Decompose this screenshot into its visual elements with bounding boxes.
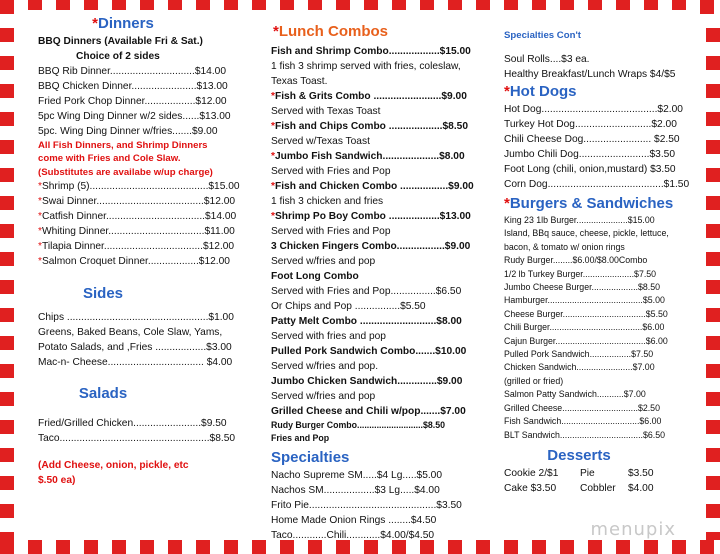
desserts-heading: Desserts [547,446,611,464]
burger-item: King 23 1lb Burger.....................$15.00 [504,215,655,225]
salads-note-2: $.50 ea) [38,475,76,487]
specialties-items [271,468,471,543]
menu-sheet [24,10,696,541]
column-middle [271,22,474,543]
dessert-cobbler: Cobbler [580,482,616,494]
salads-item: Fried/Grilled Chicken........................$9.50 [38,418,227,430]
lunch-item-text: Or Chips and Pop ................$5.50 [271,301,426,312]
dinner-item [38,109,248,124]
hotdog-item: Foot Long (chili, onion,mustard) $3.50 [504,164,676,175]
fish-note-1: All Fish Dinners, and Shrimp Dinners [38,140,208,151]
burger-item: bacon, & tomato w/ onion rings [504,241,625,252]
sides-item: Greens, Baked Beans, Cole Slaw, Yams, [38,327,223,339]
lunch-item-text: Texas Toast. [271,76,328,87]
sides-item: Mac-n- Cheese.................................. $4.00 [38,357,233,369]
dinner-item-text: BBQ Rib Dinner..............................$14.00 [38,66,226,77]
lunch-item-text: Jumbo Chicken Sandwich..............$9.00 [271,376,463,387]
lunch-item [271,179,474,194]
hotdog-item: Hot Dog.........................................$2.00 [504,104,683,115]
lunch-item-text: Jumbo Fish Sandwich....................$8.00 [274,151,465,162]
desserts-row-2 [504,481,684,496]
star-mark: * [271,151,275,162]
lunch-item [271,359,471,374]
hotdog-items [504,102,690,192]
dinner-item [38,94,248,109]
lunch-item [271,239,471,254]
specialties-cont-heading: Specialties Con't [504,30,581,41]
lunch-item-text: Fish and Chicken Combo .................$9.00 [274,181,474,192]
burger-item: Chili Burger......................................$6.00 [504,322,665,333]
lunch-item [271,194,471,209]
lunch-item [271,149,471,164]
dinner-items [38,64,248,139]
star-mark: * [271,91,275,102]
lunch-item-text: Served w/fries and pop. [271,361,379,372]
star-mark: * [271,121,275,132]
column-right [504,28,690,496]
lunch-item [271,344,471,359]
lunch-item [271,164,471,179]
fish-note-2: come with Fries and Cole Slaw. [38,153,181,165]
fish-dinner-item [38,179,248,194]
salads-note-1: (Add Cheese, onion, pickle, etc [38,460,189,472]
specialties-heading: Specialties [271,448,350,466]
dinner-item-text: Fried Pork Chop Dinner..................$12.00 [38,96,227,107]
lunch-item [271,284,471,299]
specialty-item: Nachos SM..................$3 Lg.....$4.00 [271,484,440,496]
dinners-heading: *Dinners [92,15,154,32]
lunch-item [271,44,471,59]
star-mark: * [271,211,275,222]
lunch-item-text: Served with Fries and Pop [271,166,391,177]
fish-dinner-item [38,209,248,224]
lunch-item-text: Grilled Cheese and Chili w/pop.......$7.00 [271,406,466,417]
fish-dinner-item [38,254,248,269]
fish-dinner-item-text: Whiting Dinner..................................$11.00 [41,226,235,238]
burgers-heading: *Burgers & Sandwiches [504,195,674,212]
lunch-item-text: Foot Long Combo [271,271,359,282]
fish-dinner-item-text: Shrimp (5)..........................................$15.00 [41,181,240,193]
burger-item: Chicken Sandwich.......................$7.00 [504,362,655,373]
dessert-pie: Pie [580,467,595,479]
lunch-item-text: 1 fish 3 chicken and fries [271,196,384,207]
specialty-cont-item: Soul Rolls....$3 ea. [504,54,590,65]
specialty-item: Taco............Chili............$4.00/$4.50 [271,529,435,541]
fish-dinner-item [38,239,248,254]
fish-dinner-item-text: Salmon Croquet Dinner..................$12.00 [41,256,230,268]
sides-item: Chips ..................................................$1.00 [38,312,234,324]
fish-dinner-item [38,194,248,209]
dessert-pie-price: $3.50 [628,467,654,479]
lunch-item-text: Shrimp Po Boy Combo ..................$13.00 [274,211,471,222]
sides-item: Potato Salads, and ,Fries ..................$3.00 [38,342,232,354]
burger-item: Hamburger.......................................$5.00 [504,295,665,306]
lunch-item [271,269,471,284]
lunch-item [271,404,471,419]
lunch-item [271,389,471,404]
salads-items [38,416,248,446]
lunch-item-text: Fish & Grits Combo ........................$9.00 [274,91,467,102]
dessert-cookie: Cookie 2/$1 [504,467,559,479]
dessert-cobbler-price: $4.00 [628,482,654,494]
burger-item: Cajun Burger.....................................$6.00 [504,335,668,346]
burger-item: Pulled Pork Sandwich.................$7.50 [504,349,654,360]
star-mark: * [38,256,42,268]
lunch-item-text: Fries and Pop [271,433,330,444]
lunch-item [271,134,471,149]
specialty-item: Nacho Supreme SM.....$4 Lg.....$5.00 [271,469,443,481]
lunch-item [271,89,471,104]
hotdog-item: Corn Dog.........................................$1.50 [504,179,690,190]
lunch-item-text: Served w/fries and pop [271,256,376,267]
hotdog-item: Jumbo Chili Dog.........................$3.50 [504,149,675,160]
burger-item: (grilled or fried) [504,375,564,386]
lunch-item [271,419,471,432]
lunch-item [271,224,471,239]
lunch-item-text: Served with fries and pop [271,331,386,342]
lunch-item [271,104,471,119]
bbq-subtitle: Choice of 2 sides [76,51,160,62]
lunch-item-text: Pulled Pork Sandwich Combo.......$10.00 [271,346,467,357]
star-mark: * [271,181,275,192]
watermark: menupix [590,519,676,540]
column-left [38,14,248,488]
lunch-item [271,209,471,224]
salads-item: Taco.....................................................$8.50 [38,433,236,445]
fish-dinner-item-text: Catfish Dinner...................................$14.00 [41,211,237,223]
sides-items [38,310,248,370]
lunch-item-text: Served w/fries and pop [271,391,376,402]
burger-item: Rudy Burger........$6.00/$8.00Combo [504,255,648,266]
star-mark: * [38,181,42,193]
lunch-item-text: Fish and Chips Combo ...................$8.50 [274,121,468,132]
burger-item: 1/2 lb Turkey Burger.....................$7.50 [504,268,657,279]
fish-dinner-items [38,179,248,269]
lunch-item-text: Served with Texas Toast [271,106,381,117]
lunch-item-text: Rudy Burger Combo...........................$8.50 [271,420,446,430]
bbq-title: BBQ Dinners (Available Fri & Sat.) [38,36,203,47]
desserts-row-1 [504,466,684,481]
lunch-item-text: Served with Fries and Pop................$6.50 [271,286,462,297]
lunch-item [271,254,471,269]
lunch-item [271,314,471,329]
lunch-item-text: 3 Chicken Fingers Combo.................$9.00 [271,241,471,252]
dinner-item-text: BBQ Chicken Dinner.......................$13.00 [38,81,228,92]
specialty-cont-item: Healthy Breakfast/Lunch Wraps $4/$5 [504,69,676,80]
hotdogs-heading: *Hot Dogs [504,83,577,100]
fish-dinner-item-text: Tilapia Dinner...................................$12.00 [41,241,235,253]
lunch-item [271,119,471,134]
hotdog-item: Chili Cheese Dog........................ $2.50 [504,134,680,145]
lunch-item-text: Served w/Texas Toast [271,136,370,147]
specialties-cont-items [504,52,684,82]
lunch-item-text: Patty Melt Combo ...........................$8.00 [271,316,462,327]
star-mark: * [38,196,42,208]
lunch-item [271,374,471,389]
fish-dinner-item [38,224,248,239]
specialty-item: Home Made Onion Rings ........$4.50 [271,514,437,526]
dinner-item-text: 5pc Wing Ding Dinner w/2 sides......$13.00 [38,111,231,122]
specialty-item: Frito Pie.............................................$3.50 [271,499,462,511]
burger-item: Fish Sandwich................................$6.00 [504,416,662,427]
burger-item: Cheese Burger..................................$5.50 [504,308,668,319]
lunch-item [271,299,471,314]
lunch-item-text: 1 fish 3 shrimp served with fries, coleslaw, [271,61,461,72]
dinner-item [38,64,248,79]
dessert-cake: Cake $3.50 [504,482,557,494]
burger-item: Island, BBq sauce, cheese, pickle, lettuce, [504,228,669,239]
lunch-item-text: Fish and Shrimp Combo..................$15.00 [271,46,471,57]
star-mark: * [38,211,42,223]
lunch-heading: *Lunch Combos [273,23,389,40]
sides-heading: Sides [82,285,124,303]
salads-heading: Salads [78,385,128,403]
fish-dinner-item-text: Swai Dinner......................................$12.00 [41,196,236,208]
dinner-item-text: 5pc. Wing Ding Dinner w/fries.......$9.00 [38,126,218,137]
star-mark: * [38,226,42,238]
lunch-item [271,432,471,445]
burger-item: Grilled Cheese...............................$2.50 [504,402,660,413]
dinner-item [38,124,248,139]
lunch-item [271,59,471,74]
hotdog-item: Turkey Hot Dog...........................$2.00 [504,119,677,130]
star-mark: * [38,241,42,253]
lunch-items [271,44,474,446]
burger-item: BLT Sandwich..................................$6.50 [504,429,666,440]
fish-note-3: (Substitutes are availabe w/up charge) [38,166,213,178]
burger-item: Salmon Patty Sandwich...........$7.00 [504,389,646,400]
lunch-item-text: Served with Fries and Pop [271,226,391,237]
dinner-item [38,79,248,94]
burger-items [504,214,684,442]
lunch-item [271,329,471,344]
lunch-item [271,74,471,89]
burger-item: Jumbo Cheese Burger...................$8.50 [504,282,660,293]
